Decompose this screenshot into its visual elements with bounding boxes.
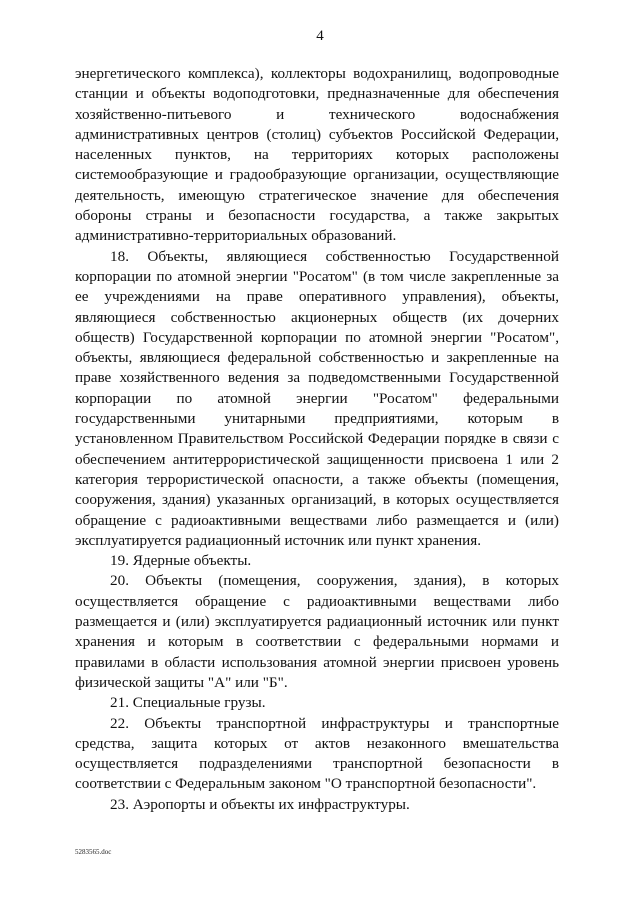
- paragraph-item-19: 19. Ядерные объекты.: [110, 552, 252, 570]
- paragraph-item-20: 20. Объекты (помещения, сооружения, здания), в которых осуществляется обращение с радиоактивными веществами либо размещается и (или) эксплуатируется радиационный источник или пункт хранения и которым в соответствии с федеральными нормами и правилами в области использования атомной энергии присвоен уровень физической защиты "А" или "Б".: [75, 572, 559, 691]
- document-body: [75, 64, 559, 815]
- document-filename-footer: 5283565.doc: [75, 848, 112, 856]
- paragraph-item-22: 22. Объекты транспортной инфраструктуры и транспортные средства, защита которых от актов незаконного вмешательства осуществляется подразделениями транспортной безопасности в соответствии с Федеральным законом "О транспортной безопасности".: [75, 714, 559, 793]
- paragraph-item-21: 21. Специальные грузы.: [110, 694, 266, 712]
- paragraph-item-23: 23. Аэропорты и объекты их инфраструктуры.: [110, 795, 410, 813]
- paragraph-continuation: энергетического комплекса), коллекторы водохранилищ, водопроводные станции и объекты водоподготовки, предназначенные для обеспечения хозяйственно-питьевого и технического водоснабжения административных центров (столиц) субъектов Российской Федерации, населенных пунктов, на территориях которых расположены системообразующие и градообразующие организации, осуществляющие деятельность, имеющую стратегическое значение для обеспечения обороны страны и безопасности государства, а также закрытых административно-территориальных образований.: [75, 65, 559, 245]
- paragraph-item-18: 18. Объекты, являющиеся собственностью Государственной корпорации по атомной энергии "Росатом" (в том числе закрепленные за ее учреждениями на праве оперативного управления), объекты, являющиеся собственностью акционерных обществ (их дочерних обществ) Государственной корпорации по атомной энергии "Росатом", объекты, являющиеся федеральной собственностью и закрепленные на праве хозяйственного ведения за подведомственными Государственной корпорации по атомной энергии "Росатом" федеральными государственными унитарными предприятиями, которым в установленном Правительством Российской Федерации порядке в связи с обеспечением антитеррористической защищенности присвоена 1 или 2 категория террористической опасности, а также объекты (помещения, сооружения, здания) указанных организаций, в которых осуществляется обращение с радиоактивными веществами либо размещается и (или) эксплуатируется радиационный источник или пункт хранения.: [75, 247, 559, 549]
- page-number: 4: [316, 28, 324, 44]
